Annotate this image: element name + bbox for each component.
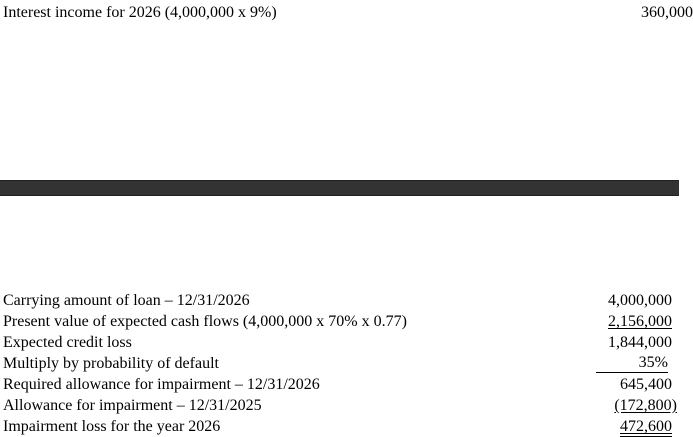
schedule-row: [0, 290, 679, 311]
prior-allowance-label: Allowance for impairment – 12/31/2025: [3, 397, 262, 414]
expected-credit-loss-amount: 1,844,000: [608, 334, 672, 351]
interest-income-amount: 360,000: [641, 4, 693, 21]
section-divider: [0, 180, 679, 196]
prior-allowance-amount: (172,800): [614, 397, 677, 414]
probability-value: 35%: [596, 353, 668, 373]
impairment-loss-label: Impairment loss for the year 2026: [3, 418, 221, 435]
expected-credit-loss-label: Expected credit loss: [3, 334, 132, 351]
required-allowance-amount: 645,400: [620, 376, 672, 393]
carrying-amount-value: 4,000,000: [608, 292, 672, 309]
present-value-label: Present value of expected cash flows (4,000,000 x 70% x 0.77): [3, 313, 407, 330]
schedule-row: [0, 416, 679, 437]
impairment-loss-amount: 472,600: [620, 418, 672, 435]
schedule-row: [0, 374, 679, 395]
schedule-row: [0, 353, 679, 374]
carrying-amount-label: Carrying amount of loan – 12/31/2026: [3, 292, 250, 309]
schedule-row: [0, 395, 679, 416]
interest-income-row: [0, 2, 693, 23]
present-value-amount: 2,156,000: [608, 313, 672, 330]
required-allowance-label: Required allowance for impairment – 12/31/2026: [3, 376, 320, 393]
schedule-row: [0, 332, 679, 353]
probability-label: Multiply by probability of default: [3, 355, 219, 372]
interest-income-label: Interest income for 2026 (4,000,000 x 9%): [3, 4, 277, 21]
schedule-row: [0, 311, 679, 332]
